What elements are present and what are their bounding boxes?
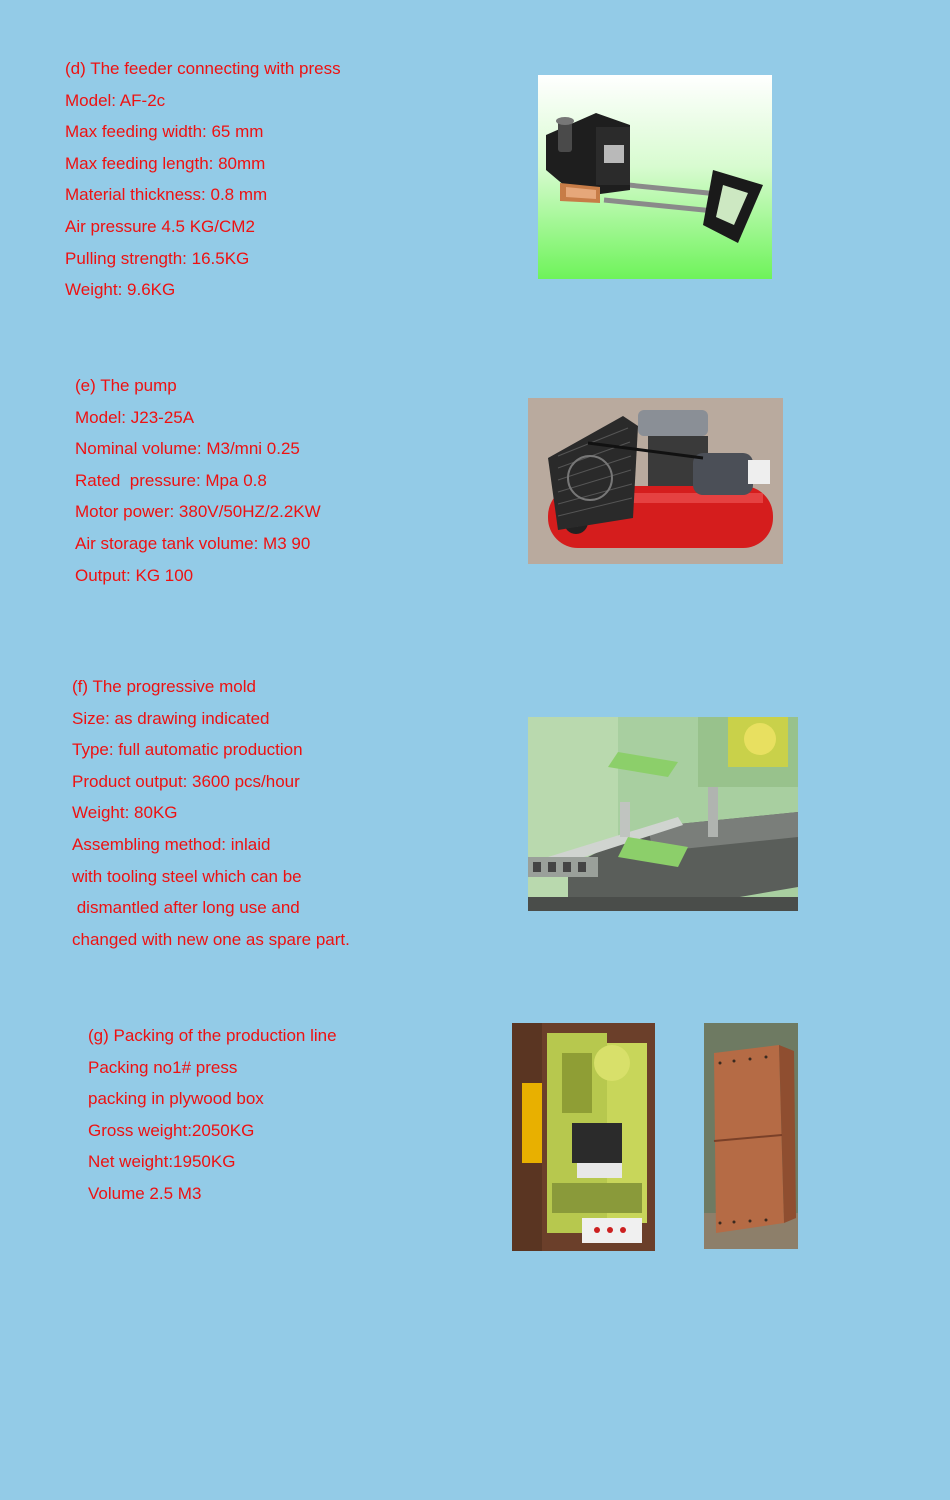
feeder-pulling-strength: Pulling strength: 16.5KG xyxy=(65,248,250,268)
feeder-width: Max feeding width: 65 mm xyxy=(65,122,264,142)
feeder-air-pressure: Air pressure 4.5 KG/CM2 xyxy=(65,216,255,236)
packing-title: (g) Packing of the production line xyxy=(88,1026,337,1045)
mold-assembling-line-4: changed with new one as spare part. xyxy=(72,929,350,949)
packing-spec-block xyxy=(88,1020,337,1210)
mold-title: (f) The progressive mold xyxy=(72,677,256,696)
mold-assembling-line-2: with tooling steel which can be xyxy=(72,866,302,886)
mold-size: Size: as drawing indicated xyxy=(72,708,270,728)
mold-product-output: Product output: 3600 pcs/hour xyxy=(72,771,300,791)
pump-model: Model: J23-25A xyxy=(75,407,195,427)
feeder-thickness: Material thickness: 0.8 mm xyxy=(65,185,268,205)
packing-press: Packing no1# press xyxy=(88,1057,238,1077)
feeder-weight: Weight: 9.6KG xyxy=(65,280,176,300)
pump-tank-volume: Air storage tank volume: M3 90 xyxy=(75,533,311,553)
feeder-model: Model: AF-2c xyxy=(65,90,166,110)
packing-net-weight: Net weight:1950KG xyxy=(88,1152,236,1172)
pump-spec-block xyxy=(75,370,321,591)
air-compressor-photo xyxy=(528,398,783,564)
pump-motor-power: Motor power: 380V/50HZ/2.2KW xyxy=(75,502,321,522)
pump-nominal-volume: Nominal volume: M3/mni 0.25 xyxy=(75,439,300,459)
feeder-spec-block xyxy=(65,53,341,306)
mold-spec-block xyxy=(72,671,350,955)
feeder-length: Max feeding length: 80mm xyxy=(65,153,266,173)
mold-type: Type: full automatic production xyxy=(72,740,303,760)
progressive-mold-photo xyxy=(528,717,798,911)
press-machine-photo xyxy=(512,1023,655,1251)
pump-rated-pressure: Rated pressure: Mpa 0.8 xyxy=(75,470,267,490)
packing-volume: Volume 2.5 M3 xyxy=(88,1183,202,1203)
mold-assembling-method: Assembling method: inlaid xyxy=(72,834,271,854)
mold-assembling-line-3: dismantled after long use and xyxy=(72,898,300,918)
packing-plywood: packing in plywood box xyxy=(88,1089,264,1109)
packing-gross-weight: Gross weight:2050KG xyxy=(88,1120,255,1140)
feeder-title: (d) The feeder connecting with press xyxy=(65,59,341,78)
feeder-photo xyxy=(538,75,772,279)
pump-title: (e) The pump xyxy=(75,376,177,395)
mold-weight: Weight: 80KG xyxy=(72,803,178,823)
plywood-box-photo xyxy=(704,1023,798,1249)
pump-output: Output: KG 100 xyxy=(75,565,194,585)
